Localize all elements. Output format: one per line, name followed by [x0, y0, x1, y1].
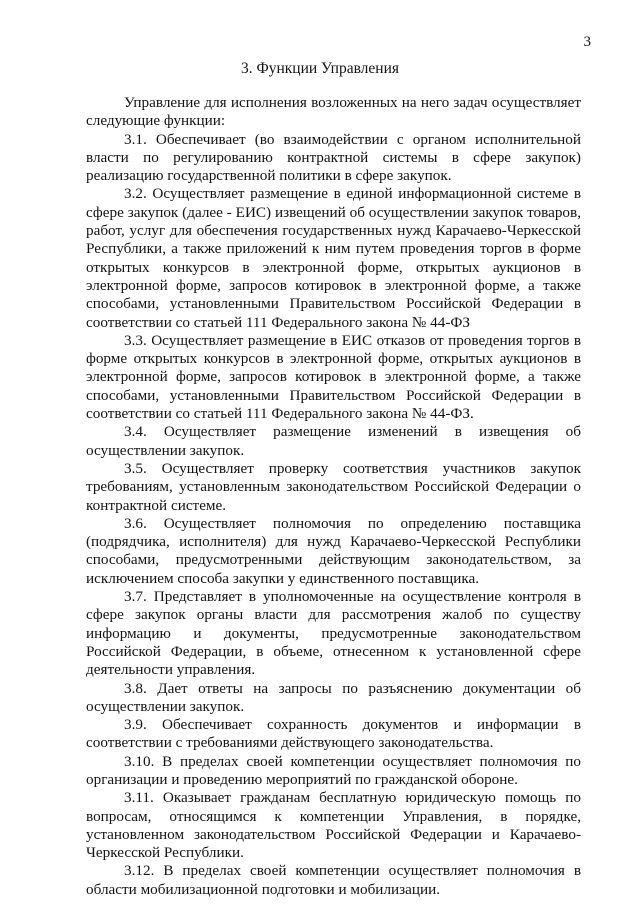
function-item-3-3: 3.3. Осуществляет размещение в ЕИС отказов от проведения торгов в форме открытых конкурсов в электронной форме, открытых аукционов в электронной форме, запросов котировок в электронной форме, а также способами, установленными Правительством Российской Федерации в соответствии со статьей 111 Федерального закона № 44-ФЗ.	[86, 331, 581, 423]
intro-paragraph: Управление для исполнения возложенных на него задач осуществляет следующие функции:	[86, 94, 581, 130]
function-item-3-12: 3.12. В пределах своей компетенции осуществляет полномочия в области мобилизационной подготовки и мобилизации.	[86, 862, 581, 898]
function-item-3-11: 3.11. Оказывает гражданам бесплатную юридическую помощь по вопросам, относящимся к компетенции Управления, в порядке, установленном законодательством Российской Федерации и Карачаево-Черкесской Республики.	[86, 789, 581, 862]
function-item-3-8: 3.8. Дает ответы на запросы по разъяснению документации об осуществлении закупок.	[86, 679, 581, 715]
section-body	[86, 94, 581, 899]
function-item-3-5: 3.5. Осуществляет проверку соответствия участников закупок требованиям, установленным законодательством Российской Федерации о контрактной системе.	[86, 459, 581, 514]
function-item-3-7: 3.7. Представляет в уполномоченные на осуществление контроля в сфере закупок органы власти для рассмотрения жалоб по существу информацию и документы, предусмотренные законодательством Российской Федерации, в объеме, отнесенном к установленной сфере деятельности управления.	[86, 588, 581, 679]
page-number: 3	[583, 34, 591, 50]
function-item-3-10: 3.10. В пределах своей компетенции осуществляет полномочия по организации и проведению мероприятий по гражданской обороне.	[86, 752, 581, 788]
section-heading: 3. Функции Управления	[240, 60, 400, 77]
function-item-3-4: 3.4. Осуществляет размещение изменений в извещения об осуществлении закупок.	[86, 423, 581, 459]
function-item-3-9: 3.9. Обеспечивает сохранность документов и информации в соответствии с требованиями действующего законодательства.	[86, 716, 581, 752]
function-item-3-6: 3.6. Осуществляет полномочия по определению поставщика (подрядчика, исполнителя) для нужд Карачаево-Черкесской Республики способами, предусмотренными действующим законодательством, за исключением способа закупки у единственного поставщика.	[86, 514, 581, 587]
function-item-3-2: 3.2. Осуществляет размещение в единой информационной системе в сфере закупок (далее - ЕИС) извещений об осуществлении закупок товаров, работ, услуг для обеспечения государственных нужд Карачаево-Черкесской Республики, а также приложений к ним путем проведения торгов в форме открытых конкурсов в электронной форме, открытых аукционов в электронной форме, запросов котировок в электронной форме, а также способами, установленными Правительством Российской Федерации в соответствии со статьей 111 Федерального закона № 44-ФЗ	[86, 185, 581, 331]
function-item-3-1: 3.1. Обеспечивает (во взаимодействии с органом исполнительной власти по регулированию контрактной системы в сфере закупок) реализацию государственной политики в сфере закупок.	[86, 130, 581, 185]
